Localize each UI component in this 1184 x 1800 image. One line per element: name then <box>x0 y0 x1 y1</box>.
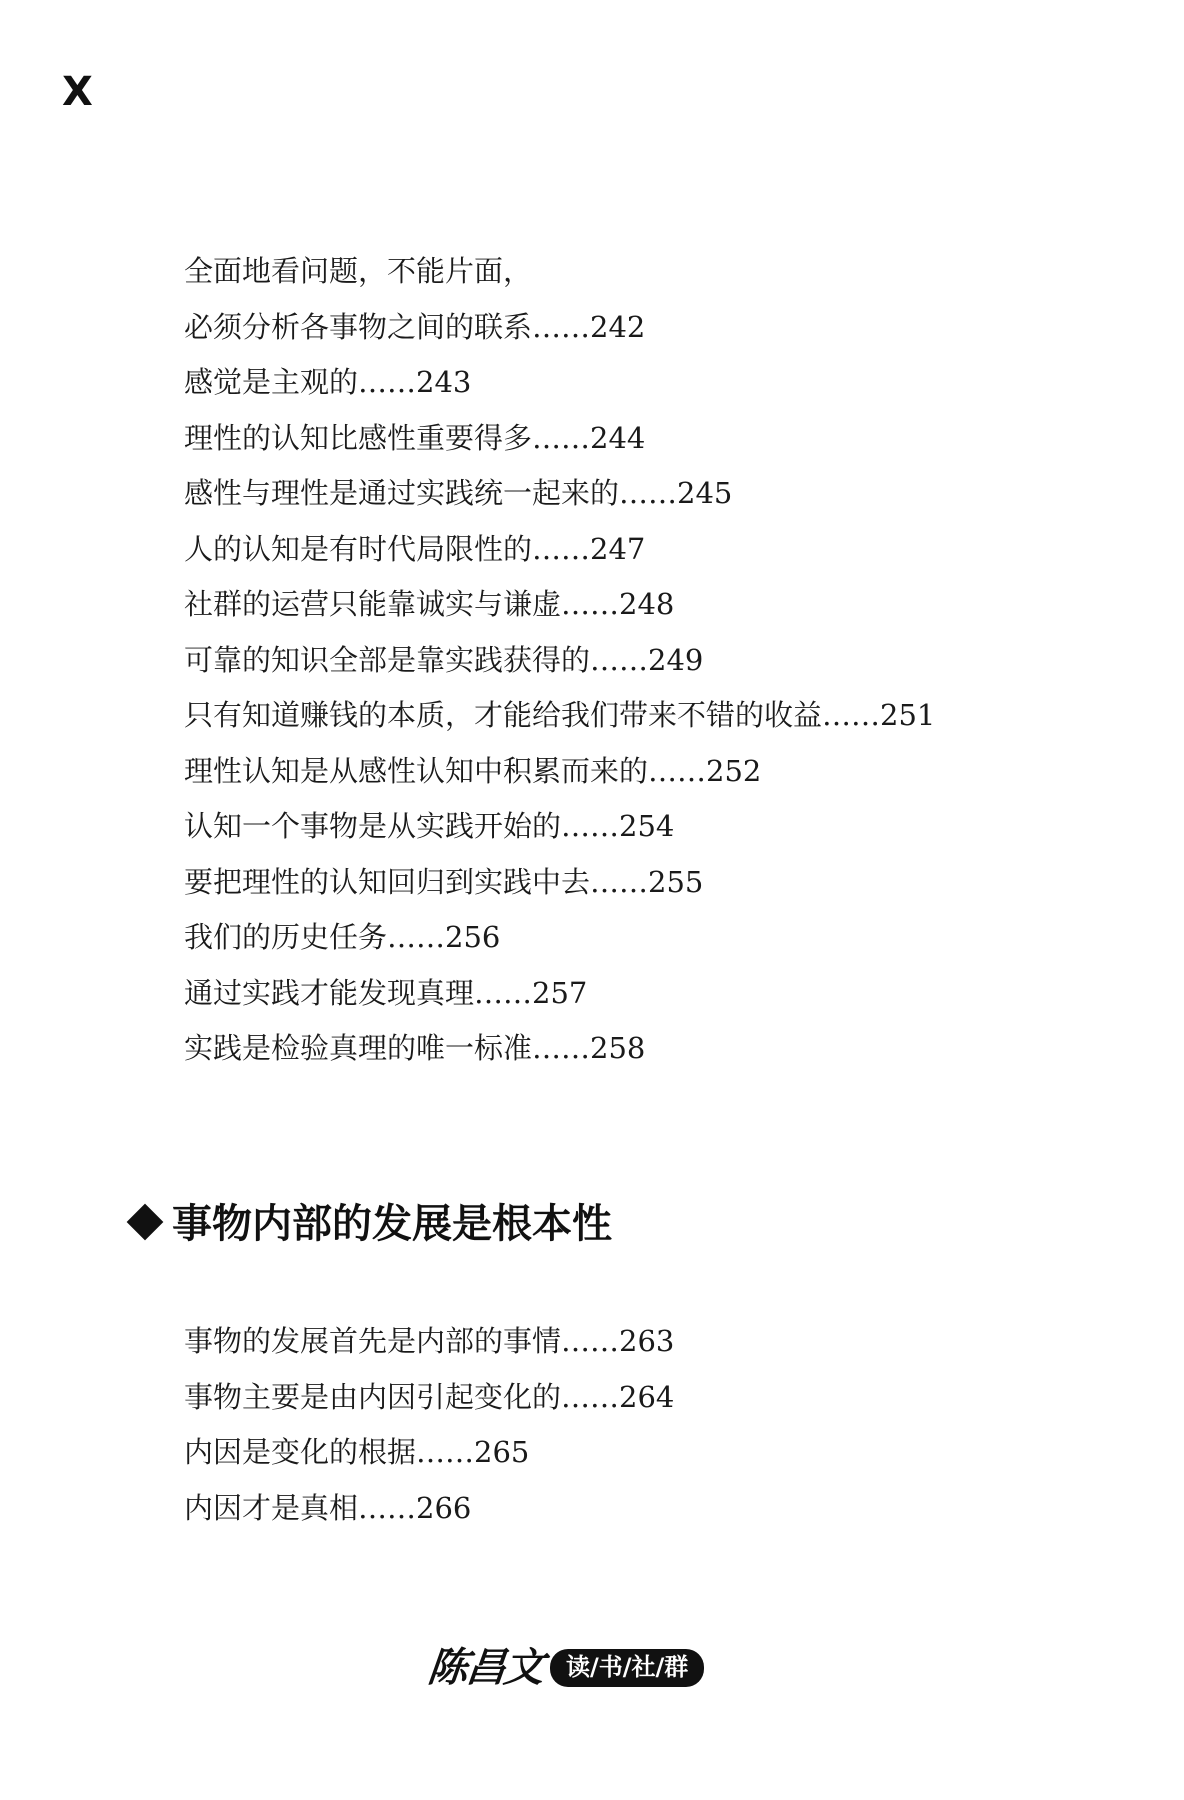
toc-list-first <box>184 244 935 1077</box>
footer-logo <box>425 1640 704 1696</box>
toc-entry[interactable]: 我们的历史任务……256 <box>184 920 501 954</box>
toc-entry[interactable]: 感觉是主观的……243 <box>184 365 472 399</box>
toc-entry[interactable]: 理性认知是从感性认知中积累而来的……252 <box>184 753 762 788</box>
toc-entry[interactable]: 人的认知是有时代局限性的……247 <box>184 531 646 566</box>
toc-list-second <box>184 1314 674 1536</box>
toc-entry[interactable]: 感性与理性是通过实践统一起来的……245 <box>184 476 733 510</box>
toc-entry[interactable]: 认知一个事物是从实践开始的……254 <box>184 809 675 843</box>
toc-entry[interactable]: 要把理性的认知回归到实践中去……255 <box>184 864 704 899</box>
page-marker: X <box>62 69 93 115</box>
section-heading[interactable] <box>124 1196 612 1252</box>
section-title: 事物内部的发展是根本性 <box>172 1201 612 1247</box>
toc-entry[interactable]: 内因才是真相……266 <box>184 1490 472 1525</box>
toc-entry[interactable]: 实践是检验真理的唯一标准……258 <box>184 1031 646 1065</box>
toc-entry[interactable]: 内因是变化的根据……265 <box>184 1435 530 1469</box>
toc-entry[interactable]: 可靠的知识全部是靠实践获得的……249 <box>184 642 704 677</box>
toc-entry[interactable]: 事物主要是由内因引起变化的……264 <box>184 1379 675 1414</box>
toc-entry[interactable]: 事物的发展首先是内部的事情……263 <box>184 1324 675 1358</box>
logo-badge: 读/书/社/群 <box>550 1649 704 1687</box>
logo-script-text: 陈昌文 <box>425 1644 545 1691</box>
toc-entry[interactable]: 必须分析各事物之间的联系……242 <box>184 309 646 344</box>
toc-entry[interactable]: 通过实践才能发现真理……257 <box>184 975 588 1010</box>
toc-entry[interactable]: 理性的认知比感性重要得多……244 <box>184 420 646 455</box>
toc-entry[interactable]: 只有知道赚钱的本质，才能给我们带来不错的收益……251 <box>184 698 936 732</box>
toc-entry[interactable]: 社群的运营只能靠诚实与谦虚……248 <box>184 587 675 621</box>
diamond-bullet-icon <box>127 1204 164 1241</box>
toc-entry[interactable]: 全面地看问题，不能片面， <box>184 254 533 288</box>
